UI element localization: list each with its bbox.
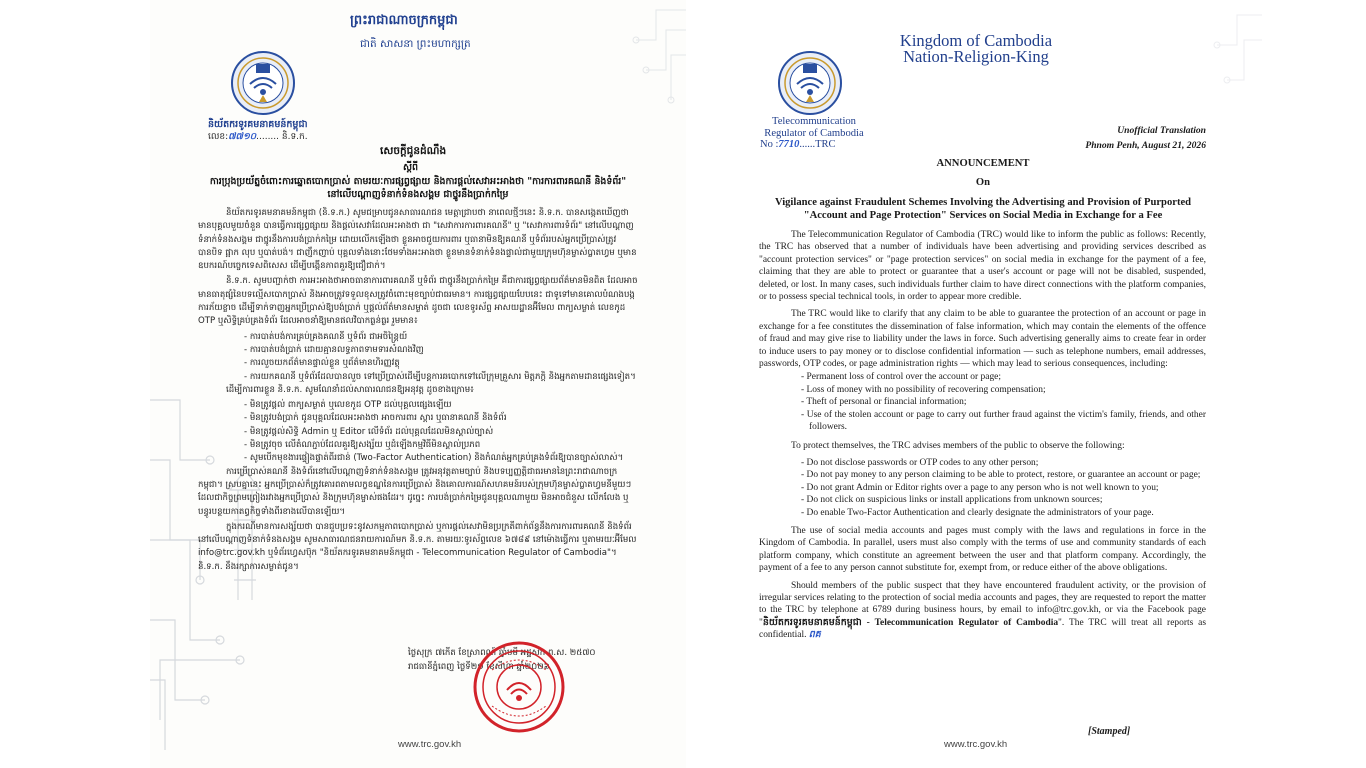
- lunar-date-kh: ថ្ងៃសុក្រ ៧កើត ខែស្រាពណ៍ ឆ្នាំមមី អដ្ឋស័ក ព.ស. ២៥៧០: [408, 648, 596, 658]
- date-kh: រាជធានីភ្នំពេញ ថ្ងៃទី២១ ខែសីហា ឆ្នាំ២០២៦: [408, 662, 550, 672]
- trc-emblem-icon: [777, 50, 843, 116]
- trc-emblem-icon: [230, 50, 296, 116]
- paragraph-1-kh: និយ័តករទូរគមនាគមន៍កម្ពុជា (និ.ទ.ក.) សូមជម្រាបជូនសាធារណជន មេត្តាជ្រាបថា នាពេលថ្មីៗនេះ និ.ទ.ក. បានសង្កេតឃើញថា មានបុគ្គលមួយចំនួន បានធ្វើការផ្សព្វផ្សាយ និងផ្តល់សេវាដែលអះអាងថា ជា "សេវាការការពារគណនី" ឬ "សេវាការពារទំព័រ" នៅលើបណ្តាញទំនាក់ទំនងសង្គម ជាថ្នូរនឹងការបង់ប្រាក់កម្រៃ ដោយលើកឡើងថា ខ្លួនអាចជួយការពារ ឬធានាមិនឱ្យគណនី ឬទំព័ររបស់អ្នកប្រើប្រាស់ត្រូវបានបិទ ផ្អាក លុប ឬបាត់បង់។ ជាញឹកញាប់ បុគ្គលទាំងនោះថែមទាំងអះអាងថា ខ្លួនមានទំនាក់ទំនងផ្ទាល់ជាមួយក្រុមហ៊ុនម្ចាស់ប្លាតហ្វម ឬមានឧបករណ៍បច្ចេកទេសពិសេស ដើម្បីបង្កើនភាពគួរឱ្យជឿជាក់។: [198, 208, 637, 272]
- list-item: - ការបាត់បង់ប្រាក់ ដោយគ្មានលទ្ធភាពទាមទារសំណងវិញ: [244, 344, 640, 357]
- list-item: - មិនត្រូវផ្តល់សិទ្ធិ Admin ឬ Editor លើទំព័រ ដល់បុគ្គលដែលមិនស្គាល់ច្បាស់: [244, 426, 640, 439]
- ref-prefix: លេខ:: [208, 132, 229, 142]
- footer-url-right: www.trc.gov.kh: [944, 739, 1008, 750]
- about-kh: ស្តីពី: [403, 162, 419, 173]
- p4-text-end: ". The TRC will treat all reports as confidential.: [759, 617, 1206, 641]
- consequences-list: [759, 371, 1206, 433]
- ref-suffix: ......TRC: [799, 139, 836, 150]
- paragraph-3: The use of social media accounts and pages must comply with the laws and regulations in force in the Kingdom of Cambodia. In parallel, users must also comply with the terms of use and community standards of each platform company, which constitute an agreement between the user and that platform company. Accordingly, the payment of a fee to any person cannot substitute for, exempt from, or reduce either of the above obligations.: [759, 525, 1206, 574]
- org-name-kh: និយ័តករទូរគមនាគមន៍កម្ពុជា: [208, 119, 308, 130]
- reference-number: [760, 139, 836, 150]
- title-line-2: "Account and Page Protection" Services on Social Media in Exchange for a Fee: [803, 210, 1163, 221]
- list-item: - ការលួចយកព័ត៌មានផ្ទាល់ខ្លួន ឬព័ត៌មានហិរញ្ញវត្ថុ: [244, 357, 640, 370]
- list-item: - មិនត្រូវផ្តល់ ពាក្យសម្ងាត់ ឬលេខកូដ OTP ដល់បុគ្គលផ្សេងឡើយ: [244, 399, 640, 412]
- kingdom-header-kh: ព្រះរាជាណាចក្រកម្ពុជា: [350, 13, 458, 28]
- contact-paragraph-kh: ក្នុងករណីមានការសង្ស័យថា បានជួបប្រទះនូវសកម្មភាពបោកប្រាស់ ឬការផ្តល់សេវាមិនប្រក្រតីពាក់ព័ន្ធនឹងការការពារគណនី និងទំព័រនៅលើបណ្តាញទំនាក់ទំនងសង្គម សូមសាធារណជនរាយការណ៍មក និ.ទ.ក. តាមរយៈទូរស័ព្ទលេខ ៦៧៨៩ នៅម៉ោងធ្វើការ ឬតាមរយៈអ៊ីមែល info@trc.gov.kh ឬទំព័រហ្វេសប៊ុក "និយ័តករទូរគមនាគមន៍កម្ពុជា - Telecommunication Regulator of Cambodia"។ និ.ទ.ក. នឹងរក្សាការសម្ងាត់ជូន។: [198, 521, 637, 572]
- khmer-announcement-page: [150, 0, 686, 768]
- advice-list: [759, 457, 1206, 519]
- paragraph-1: The Telecommunication Regulator of Cambodia (TRC) would like to inform the public as follows: Recently, the TRC has observed that a number of individuals have been advertising and providing services described as "account protection services" or "page protection services" on social media in exchange for the payment of a fee, claiming that they are able to protect or guarantee that a user's account or page will not be disabled, suspended, deleted, or lost. In many cases, such individuals further claim to have direct connections with the platform companies, or to possess special technical tools, in order to appear more credible.: [759, 230, 1206, 303]
- announcement-body: [759, 229, 1206, 647]
- paragraph-2-kh: និ.ទ.ក. សូមបញ្ជាក់ថា ការអះអាងថាអាចធានាការពារគណនី ឬទំព័រ ជាថ្នូរនឹងប្រាក់កម្រៃ គឺជាការផ្សព្វផ្សាយព័ត៌មានមិនពិត ដែលអាចមានធាតុផ្សំនៃបទល្មើសបោកប្រាស់ និងអាចត្រូវទទួលខុសត្រូវចំពោះមុខច្បាប់ជាធរមាន។ ការផ្សព្វផ្សាយបែបនេះ ជាទូទៅមានគោលបំណងបង្កការភ័យខ្លាច ដើម្បីទាក់ទាញអ្នកប្រើប្រាស់ឱ្យបង់ប្រាក់ ឬផ្តល់ព័ត៌មានសម្ងាត់ ដូចជា លេខទូរស័ព្ទ អាសយដ្ឋានអ៊ីមែល ពាក្យសម្ងាត់ លេខកូដ OTP ឬសិទ្ធិគ្រប់គ្រងទំព័រ ដែលអាចនាំឱ្យមានផលវិបាកធ្ងន់ធ្ងរ រួមមាន៖: [198, 276, 638, 327]
- list-item: - Do not grant Admin or Editor rights over a page to any person who is not well known to you;: [801, 482, 1206, 494]
- p4-text: Should members of the public suspect that they have encountered fraudulent activity, or the provision of irregular services relating to the protection of social media accounts and pages, they are requested to report the matter to the TRC by telephone at 6789 during business hours, by email to info@trc.gov.kh, or via the Facebook page ": [759, 580, 1206, 628]
- risks-list-kh: [198, 331, 640, 384]
- doc-type-kh: សេចក្តីជូនដំណឹង: [380, 145, 447, 157]
- list-item: - Do enable Two-Factor Authentication and clearly designate the administrators of your page.: [801, 507, 1206, 519]
- list-item: - Theft of personal or financial information;: [801, 396, 1206, 408]
- list-item: - Loss of money with no possibility of recovering compensation;: [801, 384, 1206, 396]
- announcement-heading: ANNOUNCEMENT: [936, 158, 1030, 169]
- org-name-line2: Regulator of Cambodia: [764, 128, 864, 139]
- ref-prefix: No :: [760, 139, 779, 150]
- paragraph-2: The TRC would like to clarify that any claim to be able to guarantee the protection of an account or page in exchange for a fee constitutes the dissemination of false information, which may contain the elements of the offence of fraud and may give rise to liability under the laws in force. Such advertising generally aims to create fear in order to induce users to pay money or to disclose confidential information — such as telephone numbers, email addresses, passwords, OTP codes, or page administration rights — which may lead to serious consequences, including:: [759, 309, 1206, 370]
- ref-number-handwritten: 7710: [778, 139, 800, 150]
- circuit-watermark-icon: [596, 0, 686, 120]
- english-translation-page: [700, 0, 1262, 768]
- facebook-page-name: និយ័តករទូរគមនាគមន៍កម្ពុជា - Telecommunication Regulator of Cambodia: [762, 617, 1059, 628]
- list-item: - Do not disclose passwords or OTP codes to any other person;: [801, 457, 1206, 469]
- advice-intro: To protect themselves, the TRC advises members of the public to observe the following:: [791, 440, 1125, 451]
- on-heading: On: [975, 177, 991, 188]
- footer-url-left: www.trc.gov.kh: [398, 739, 462, 750]
- reference-number-kh: [208, 131, 308, 144]
- circuit-watermark-icon: [1172, 0, 1262, 120]
- national-motto: Nation-Religion-King: [903, 47, 1049, 66]
- unofficial-translation-label: Unofficial Translation: [1117, 125, 1206, 136]
- ref-number-handwritten: ៧៧១០: [228, 132, 257, 142]
- list-item: - សូមបើកមុខងារផ្ទៀងផ្ទាត់ពីរជាន់ (Two-Factor Authentication) និងកំណត់អ្នកគ្រប់គ្រងទំព័រឱ្យបានច្បាស់លាស់។: [244, 452, 640, 465]
- ref-suffix: ........ និ.ទ.ក.: [256, 132, 308, 142]
- list-item: - Permanent loss of control over the account or page;: [801, 371, 1206, 383]
- place-date: Phnom Penh, August 21, 2026: [1085, 140, 1206, 151]
- stamped-note: [Stamped]: [1088, 726, 1131, 737]
- announcement-title: [760, 196, 1206, 222]
- org-name: [744, 116, 884, 140]
- list-item: - Do not click on suspicious links or install applications from unknown sources;: [801, 494, 1206, 506]
- official-seal-icon: [472, 640, 566, 734]
- motto-kh: ជាតិ សាសនា ព្រះមហាក្សត្រ: [360, 38, 471, 50]
- paragraph-4: [759, 580, 1206, 642]
- kingdom-title: Kingdom of Cambodia: [899, 31, 1053, 50]
- org-name-line1: Telecommunication: [772, 116, 856, 127]
- list-item: - Use of the stolen account or page to carry out further fraud against the victim's family, friends, and other followers.: [801, 409, 1206, 434]
- advice-list-kh: [198, 399, 640, 465]
- list-item: - ការយកគណនី ឬទំព័រដែលបានលួច ទៅប្រើប្រាស់ដើម្បីបន្តការឆបោកទៅលើក្រុមគ្រួសារ មិត្តភក្តិ និងអ្នកតាមដានផ្សេងទៀត។: [244, 371, 640, 384]
- list-item: - មិនត្រូវបង់ប្រាក់ ជូនបុគ្គលដែលអះអាងថា អាចការពារ ស្តារ ឬធានាគណនី និងទំព័រ: [244, 412, 640, 425]
- compliance-paragraph-kh: ការប្រើប្រាស់គណនី និងទំព័រនៅលើបណ្តាញទំនាក់ទំនងសង្គម ត្រូវអនុវត្តតាមច្បាប់ និងបទប្បញ្ញត្តិជាធរមាននៃព្រះរាជាណាចក្រកម្ពុជា។ ស្របគ្នានេះ អ្នកប្រើប្រាស់ក៏ត្រូវគោរពតាមលក្ខខណ្ឌនៃការប្រើប្រាស់ និងគោលការណ៍សហគមន៍របស់ក្រុមហ៊ុនម្ចាស់ប្លាតហ្វមនីមួយៗ ដែលជាកិច្ចព្រមព្រៀងរវាងអ្នកប្រើប្រាស់ និងក្រុមហ៊ុនម្ចាស់ផងដែរ។ ដូច្នេះ ការបង់ប្រាក់កម្រៃជូនបុគ្គលណាមួយ មិនអាចជំនួស លើកលែង ឬបន្ធូរបន្ថយកាតព្វកិច្ចទាំងពីរខាងលើបានឡើយ។: [198, 466, 632, 517]
- list-item: - Do not pay money to any person claiming to be able to protect, restore, or guarantee an account or page;: [801, 469, 1206, 481]
- kingdom-header: [860, 33, 1092, 65]
- advice-intro-kh: ដើម្បីការពារខ្លួន និ.ទ.ក. សូមណែនាំដល់សាធារណជនឱ្យអនុវត្ត ដូចខាងក្រោម៖: [226, 384, 474, 395]
- title-line-1: Vigilance against Fraudulent Schemes Involving the Advertising and Provision of Purported: [774, 197, 1192, 208]
- handwritten-initials: ពគ: [808, 630, 821, 641]
- list-item: - មិនត្រូវចុច លើតំណភ្ជាប់ដែលគួរឱ្យសង្ស័យ ឬដំឡើងកម្មវិធីមិនស្គាល់ប្រភព: [244, 439, 640, 452]
- title-kh: ការប្រុងប្រយ័ត្នចំពោះការឆ្នោតបោកប្រាស់ តាមរយៈការផ្សព្វផ្សាយ និងការផ្តល់សេវាអះអាងថា "ការការពារគណនី និងទំព័រ" នៅលើបណ្តាញទំនាក់ទំនងសង្គម ជាថ្នូរនឹងប្រាក់កម្រៃ: [209, 176, 627, 200]
- list-item: - ការបាត់បង់ការគ្រប់គ្រងគណនី ឬទំព័រ ជាអចិន្ត្រៃយ៍: [244, 331, 640, 344]
- body-kh: [198, 207, 640, 576]
